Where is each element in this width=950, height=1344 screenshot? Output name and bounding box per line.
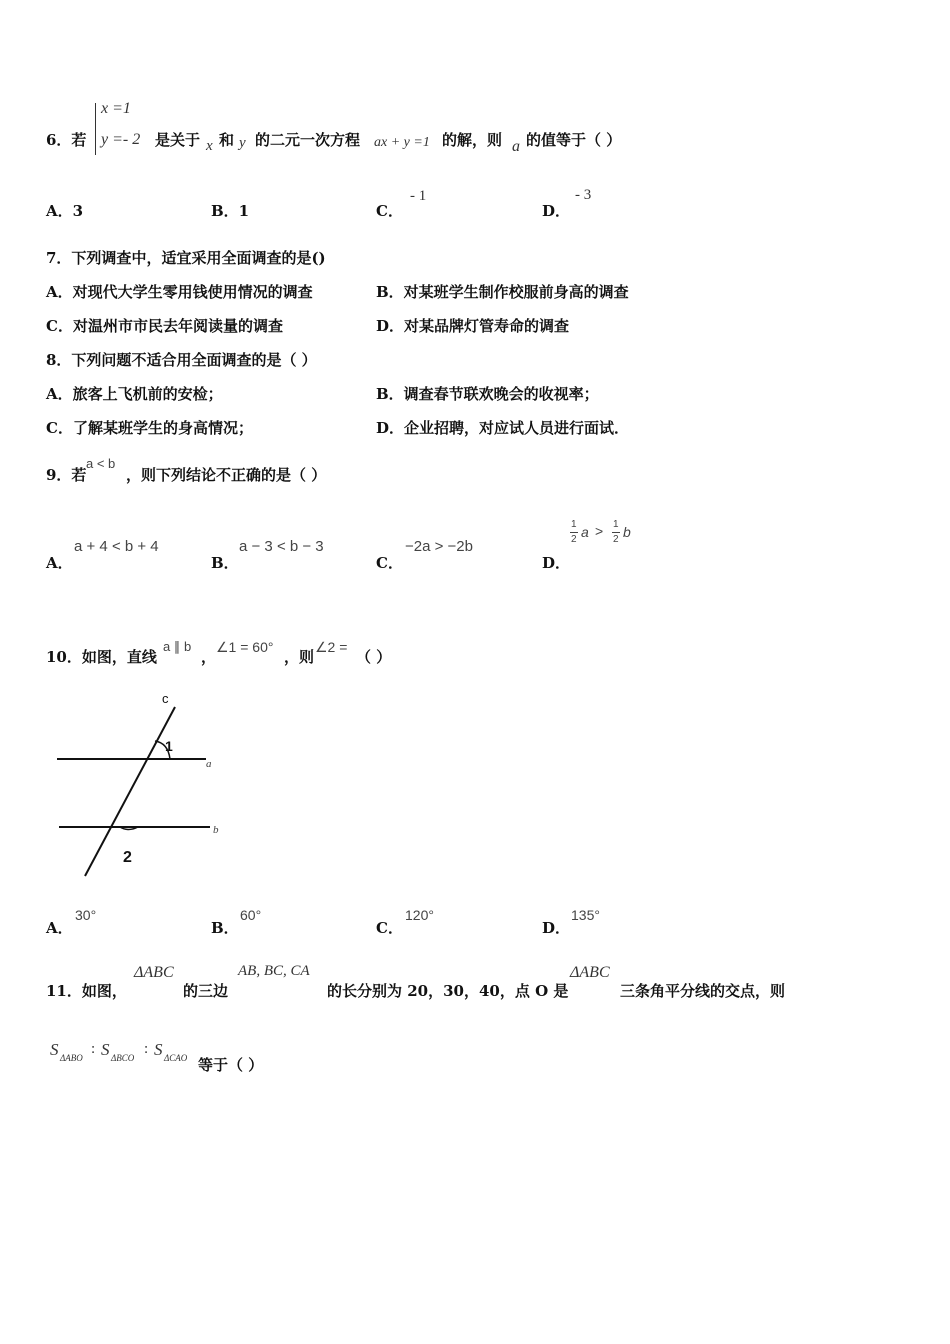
q9-d-num-1: 1 xyxy=(571,519,577,530)
q9-option-d-label: D． xyxy=(542,554,571,572)
q9-d-den-2: 2 xyxy=(613,534,619,545)
q9-option-c-expr: −2a > −2b xyxy=(405,538,473,555)
q6-text-2: 和 xyxy=(219,131,235,149)
q9-rest: ，则下列结论不正确的是（ ） xyxy=(126,466,327,484)
q11-s1: S xyxy=(50,1040,59,1059)
q10-condition-angle2: ∠2 = xyxy=(315,639,348,655)
q10-option-b-label: B． xyxy=(211,919,239,937)
q10-option-d-label: D． xyxy=(542,919,571,937)
q9-number: 9．若 xyxy=(46,466,87,484)
q8-option-b: B．调查春节联欢晚会的收视率； xyxy=(376,385,599,403)
q6-system-brace xyxy=(95,103,96,155)
q11-colon-2: : xyxy=(144,1041,149,1057)
q6-option-c: C． xyxy=(376,202,403,220)
q9-d-var-a: a xyxy=(581,524,589,540)
q10-option-c-value: 120° xyxy=(405,907,434,923)
q6-var-y: y xyxy=(239,135,246,151)
q10-number: 10．如图，直线 xyxy=(46,648,157,666)
q10-text-then: ，则 xyxy=(284,648,315,666)
q10-option-c-label: C． xyxy=(376,919,403,937)
q8-option-a: A．旅客上飞机前的安检； xyxy=(46,385,223,403)
q6-system-line1: x =1 xyxy=(101,100,131,117)
q11-s3: S xyxy=(154,1040,163,1059)
q6-option-c-value: - 1 xyxy=(410,188,427,204)
q6-text-4: 的解，则 xyxy=(442,131,503,149)
q6-var-a: a xyxy=(512,138,520,155)
q9-option-b-expr: a − 3 < b − 3 xyxy=(239,538,324,555)
q8-option-c: C．了解某班学生的身高情况； xyxy=(46,419,253,437)
q9-d-fraction-bar-2 xyxy=(612,532,620,533)
q10-comma: ， xyxy=(201,648,217,666)
q10-figure xyxy=(40,696,230,882)
q10-label-c: c xyxy=(162,696,169,706)
q7-option-d: D．对某品牌灯管寿命的调查 xyxy=(376,317,570,335)
q10-blank: （ ） xyxy=(356,648,392,666)
q9-d-var-b: b xyxy=(623,524,631,540)
q9-d-num-2: 1 xyxy=(613,519,619,530)
q9-option-c-label: C． xyxy=(376,554,403,572)
q11-sub3: ΔCAO xyxy=(164,1053,188,1063)
q9-d-op: > xyxy=(595,523,604,539)
q6-equation: ax + y =1 xyxy=(374,135,430,150)
q6-text-1: 是关于 xyxy=(155,131,201,149)
q6-option-d: D． xyxy=(542,202,571,220)
q7-option-a: A．对现代大学生零用钱使用情况的调查 xyxy=(46,283,313,301)
q7-option-b: B．对某班学生制作校服前身高的调查 xyxy=(376,283,629,301)
q10-condition-parallel: a ∥ b xyxy=(163,639,192,654)
q11-triangle-1: ΔABC xyxy=(134,964,174,981)
q10-label-a: a xyxy=(206,758,212,770)
q10-condition-angle1: ∠1 = 60° xyxy=(216,639,274,655)
q8-option-d: D．企业招聘，对应试人员进行面试． xyxy=(376,419,630,437)
q11-text-4: 等于（ ） xyxy=(198,1056,264,1074)
q9-option-a-label: A． xyxy=(46,554,73,572)
q6-text-3: 的二元一次方程 xyxy=(255,131,361,149)
q10-option-a-label: A． xyxy=(46,919,73,937)
q11-text-3: 三条角平分线的交点，则 xyxy=(620,982,786,1000)
q6-option-a: A．3 xyxy=(46,202,84,220)
q11-sub1: ΔABO xyxy=(60,1053,83,1063)
q7-stem: 7．下列调查中，适宜采用全面调查的是() xyxy=(46,249,326,267)
q9-condition: a < b xyxy=(86,456,116,471)
q7-option-c: C．对温州市市民去年阅读量的调查 xyxy=(46,317,283,335)
q6-system-line2: y =- 2 xyxy=(101,131,141,148)
q11-colon-1: : xyxy=(91,1041,96,1057)
q6-option-b: B．1 xyxy=(211,202,250,220)
q11-sides: AB, BC, CA xyxy=(238,963,310,979)
q6-var-x: x xyxy=(206,138,213,154)
q11-number: 11．如图， xyxy=(46,982,127,1000)
q6-text-5: 的值等于（ ） xyxy=(526,131,622,149)
q9-d-fraction-bar-1 xyxy=(570,532,578,533)
q11-triangle-2: ΔABC xyxy=(570,964,610,981)
q10-option-d-value: 135° xyxy=(571,907,600,923)
q10-label-angle2: 2 xyxy=(123,849,132,866)
q6-number: 6．若 xyxy=(46,131,87,149)
q8-stem: 8．下列问题不适合用全面调查的是（ ） xyxy=(46,351,317,369)
q11-s2: S xyxy=(101,1040,110,1059)
q11-text-1: 的三边 xyxy=(183,982,229,1000)
q9-option-a-expr: a + 4 < b + 4 xyxy=(74,538,159,555)
q6-option-d-value: - 3 xyxy=(575,187,592,203)
q11-text-2: 的长分别为 20，30，40，点 O 是 xyxy=(327,982,569,1000)
q9-d-den-1: 2 xyxy=(571,534,577,545)
q10-option-b-value: 60° xyxy=(240,907,262,923)
q10-label-angle1: 1 xyxy=(165,738,173,754)
q11-sub2: ΔBCO xyxy=(111,1053,135,1063)
q10-option-a-value: 30° xyxy=(75,907,97,923)
q10-label-b: b xyxy=(213,824,219,836)
q9-option-b-label: B． xyxy=(211,554,239,572)
